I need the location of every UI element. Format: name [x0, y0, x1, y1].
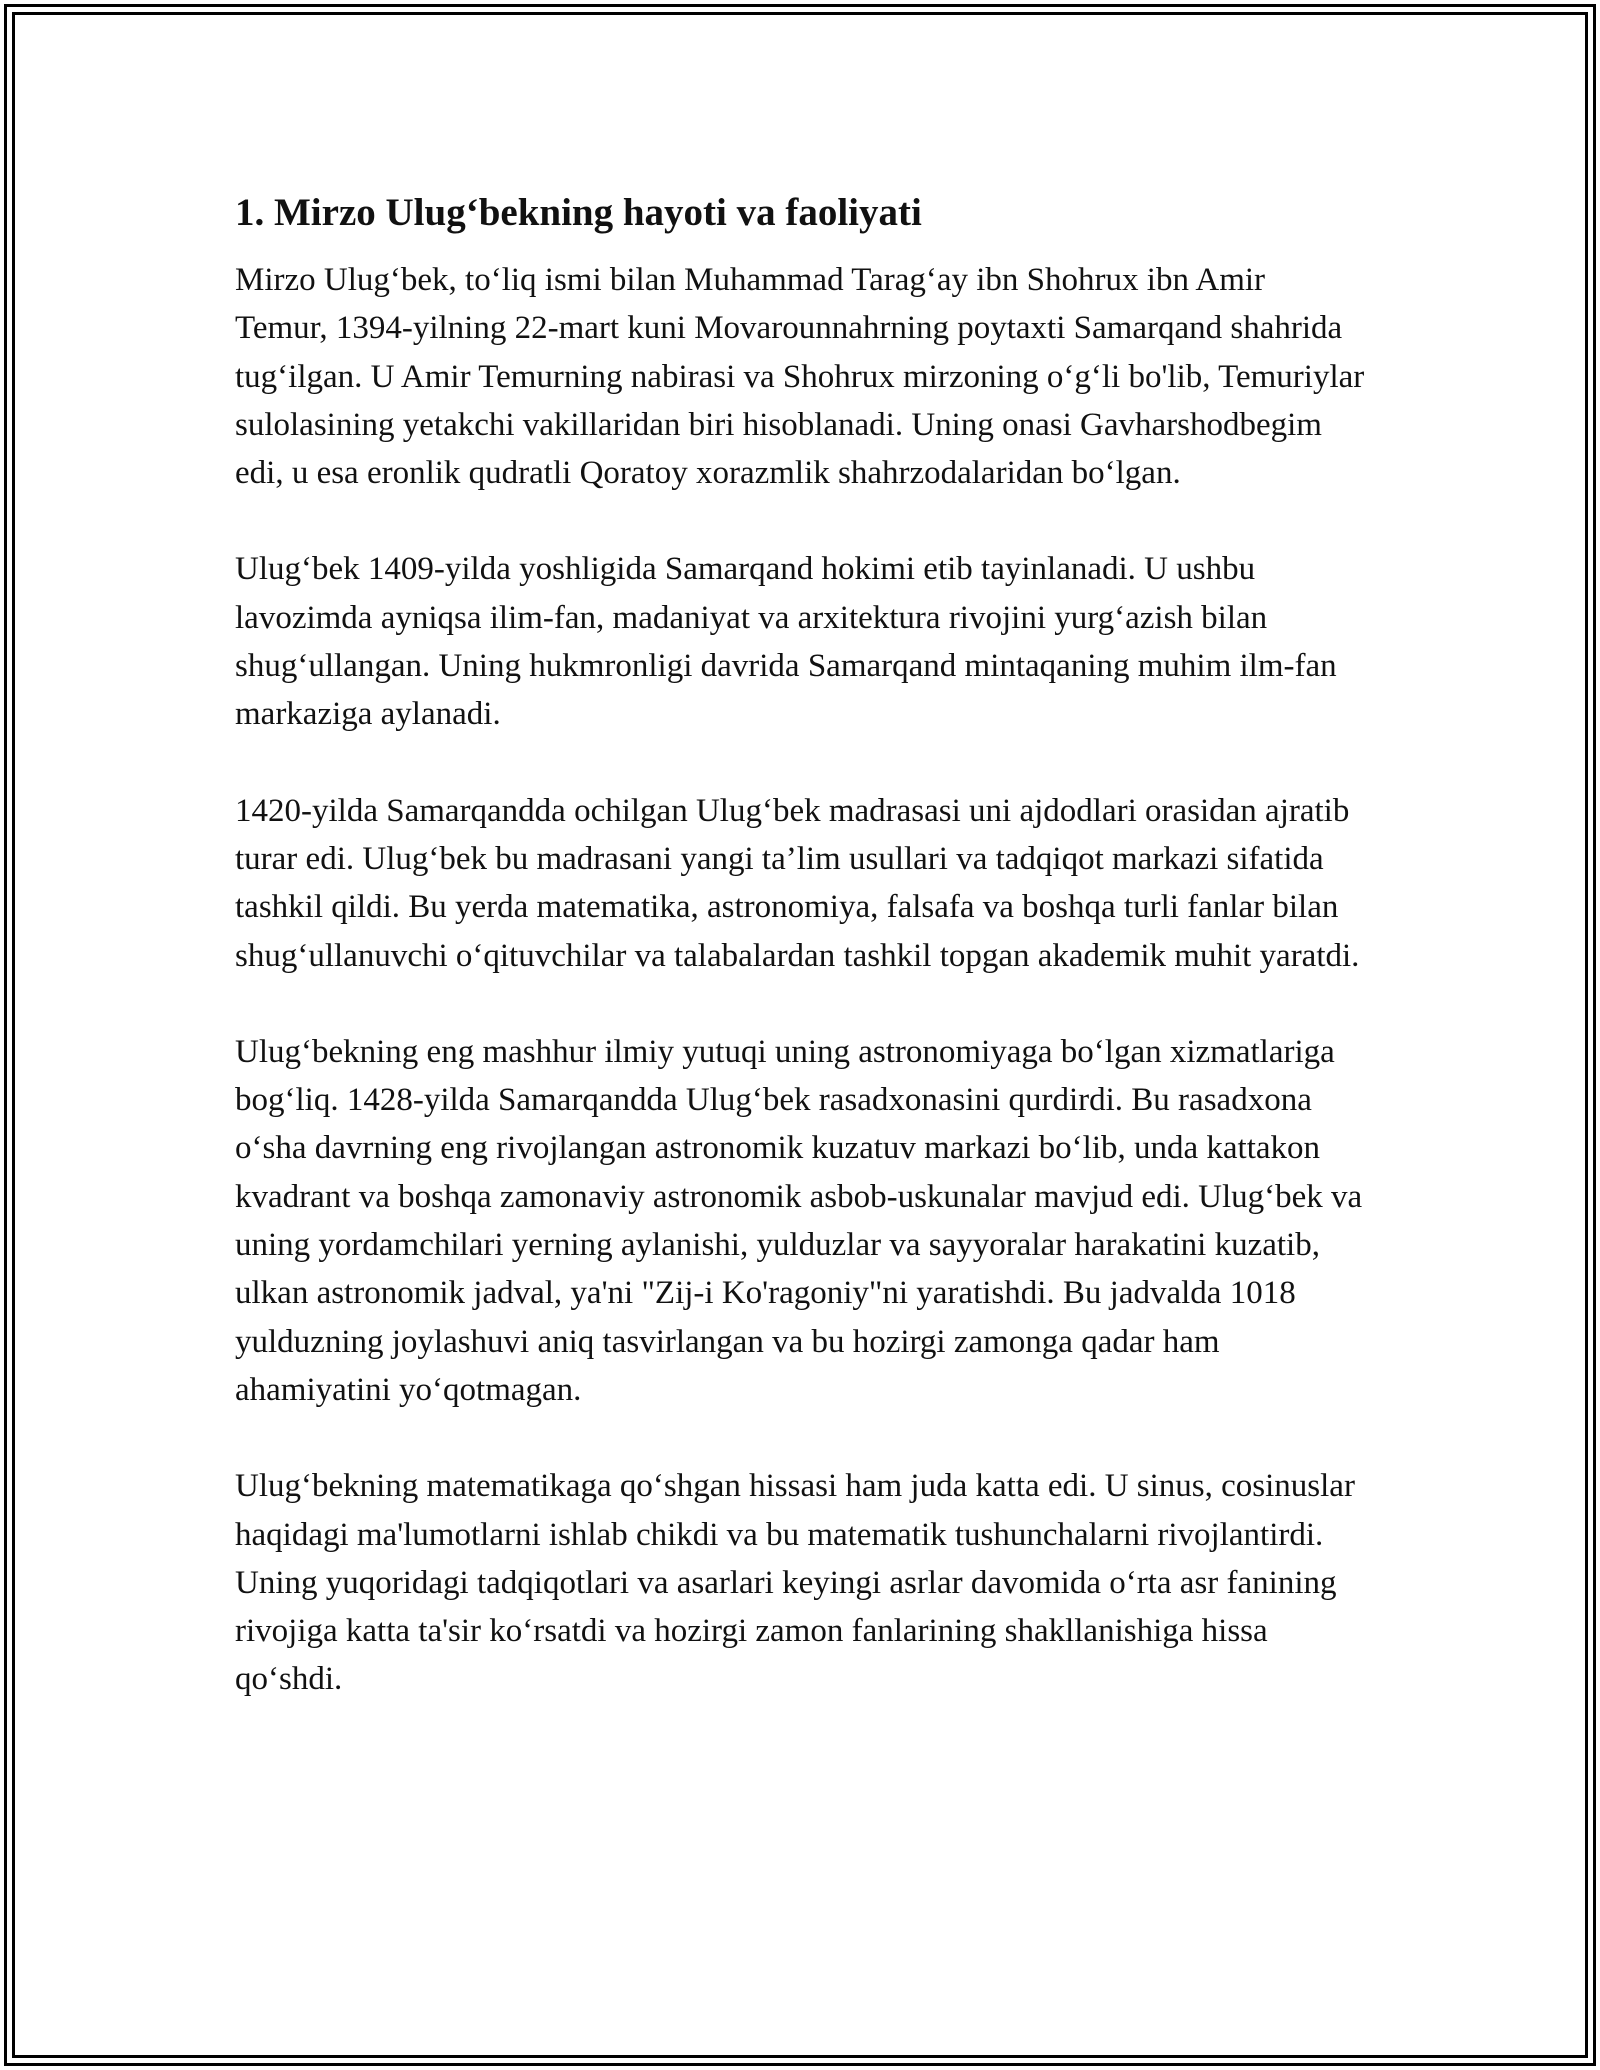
paragraph-astronomy: Ulug‘bekning eng mashhur ilmiy yutuqi uning astronomiyaga bo‘lgan xizmatlariga bog‘liq. 1428-yilda Samarqandda Ulug‘bek rasadxonasini qurdirdi. Bu rasadxona o‘sha davrning eng rivojlangan astronomik kuzatuv markazi bo‘lib, unda kattakon kvadrant va boshqa zamonaviy astronomik asbob-uskunalar mavjud edi. Ulug‘bek va uning yordamchilari yerning aylanishi, yulduzlar va sayyoralar harakatini kuzatib, ulkan astronomik jadval, ya'ni "Zij-i Ko'ragoniy"ni yaratishdi. Bu jadvalda 1018 yulduzning joylashuvi aniq tasvirlangan va bu hozirgi zamonga qadar ham ahamiyatini yo‘qotmagan. [235, 1033, 1363, 1408]
section-heading: 1. Mirzo Ulug‘bekning hayoti va faoliyati [235, 191, 922, 234]
paragraph-madrasa: 1420-yilda Samarqandda ochilgan Ulug‘bek madrasasi uni ajdodlari orasidan ajratib turar edi. Ulug‘bek bu madrasani yangi ta’lim usullari va tadqiqot markazi sifatida tashkil qildi. Bu yerda matematika, astronomiya, falsafa va boshqa turli fanlar bilan shug‘ullanuvchi o‘qituvchilar va talabalardan tashkil topgan akademik muhit yaratdi. [235, 792, 1360, 974]
document-body [235, 185, 1365, 1752]
paragraph-biography: Mirzo Ulug‘bek, to‘liq ismi bilan Muhammad Tarag‘ay ibn Shohrux ibn Amir Temur, 1394-yilning 22-mart kuni Movarounnahrning poytaxti Samarqand shahrida tug‘ilgan. U Amir Temurning nabirasi va Shohrux mirzoning o‘g‘li bo'lib, Temuriylar sulolasining yetakchi vakillaridan biri hisoblanadi. Uning onasi Gavharshodbegim edi, u esa eronlik qudratli Qoratoy xorazmlik shahrzodalaridan bo‘lgan. [235, 262, 1365, 492]
paragraph-governor: Ulug‘bek 1409-yilda yoshligida Samarqand hokimi etib tayinlanadi. U ushbu lavozimda ayniqsa ilim-fan, madaniyat va arxitektura rivojini yurg‘azish bilan shug‘ullangan. Uning hukmronligi davrida Samarqand mintaqaning muhim ilm-fan markaziga aylanadi. [235, 551, 1337, 733]
paragraph-mathematics: Ulug‘bekning matematikaga qo‘shgan hissasi ham juda katta edi. U sinus, cosinuslar haqidagi ma'lumotlarni ishlab chikdi va bu matematik tushunchalarni rivojlantirdi. Uning yuqoridagi tadqiqotlari va asarlari keyingi asrlar davomida o‘rta asr fanining rivojiga katta ta'sir ko‘rsatdi va hozirgi zamon fanlarining shakllanishiga hissa qo‘shdi. [235, 1468, 1355, 1698]
